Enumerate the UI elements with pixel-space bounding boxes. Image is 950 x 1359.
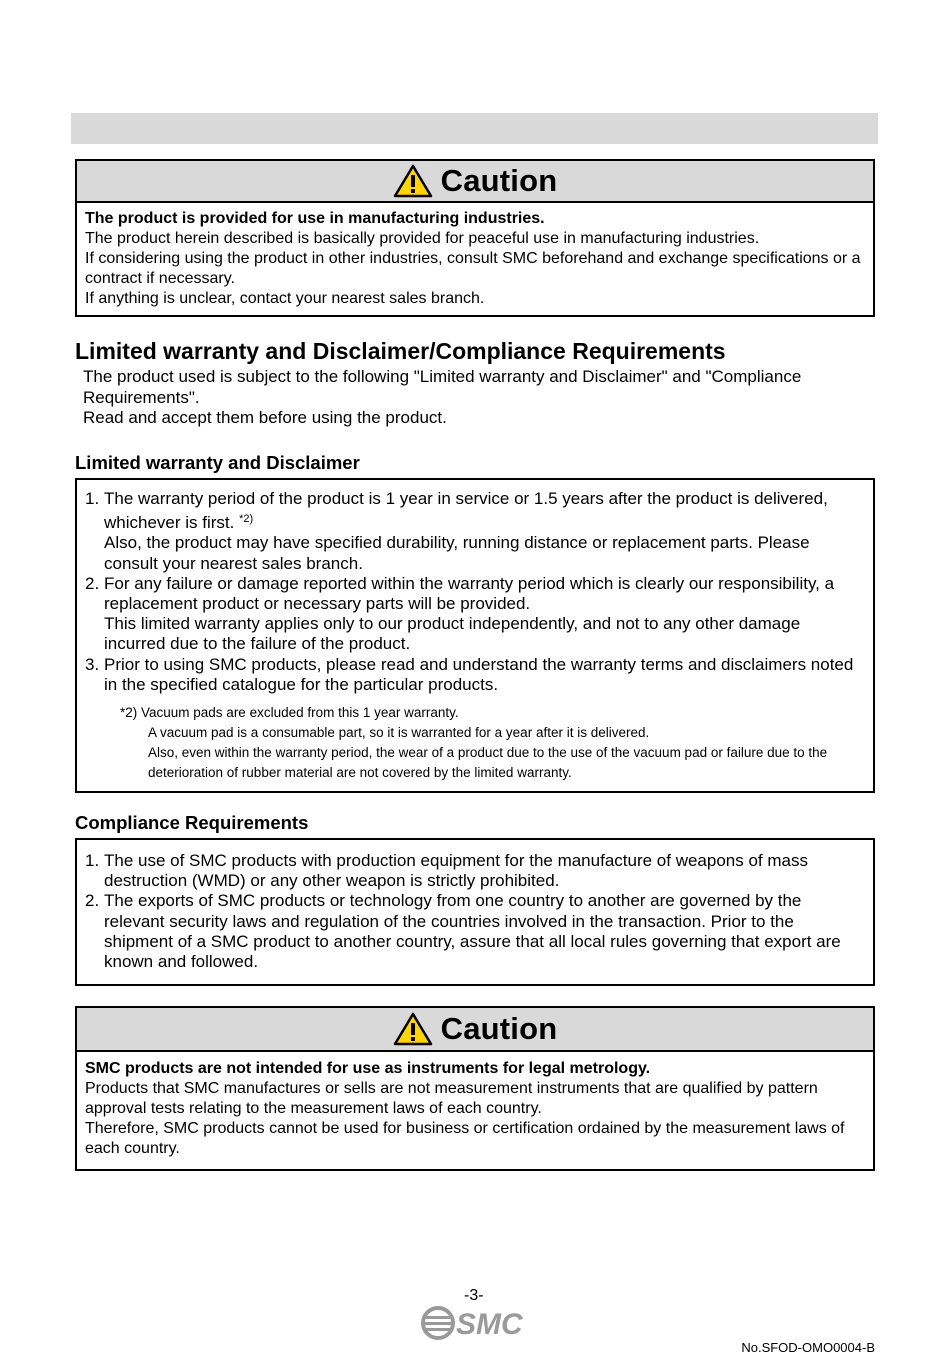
caution-line: Products that SMC manufactures or sells are not measurement instruments that are qualified by pattern approval tests relating to the measurement laws of each country. [85, 1080, 818, 1117]
item-text: The warranty period of the product is 1 year in service or 1.5 years after the product is delivered, whichever is first. [104, 489, 828, 533]
caution-title: Caution [440, 163, 558, 198]
item-text: The use of SMC products with production equipment for the manufacture of weapons of mass destruction (WMD) or any other weapon is strictly prohibited. [104, 851, 808, 891]
compliance-box [75, 838, 875, 986]
item-text: The exports of SMC products or technology from one country to another are governed by the relevant security laws and regulation of the countries involved in the transaction. Prior to the shipment of a SMC product to another country, assure that all local rules governing that export are known and followed. [104, 891, 841, 972]
page-number: -3- [464, 1287, 484, 1304]
caution-box-metrology [75, 1006, 875, 1171]
item-number: 1. [85, 851, 100, 870]
header-bar [71, 113, 878, 144]
warning-triangle-icon [393, 164, 433, 198]
item-number: 2. [85, 573, 100, 593]
list-item [85, 851, 865, 891]
footnote-line: *2) Vacuum pads are excluded from this 1 year warranty. [120, 705, 459, 721]
footnote-ref: *2) [239, 513, 254, 526]
caution-line: The product herein described is basically provided for peaceful use in manufacturing industries. [85, 230, 760, 247]
item-number: 3. [85, 654, 100, 674]
item-number: 1. [85, 489, 100, 508]
list-item [85, 574, 865, 655]
intro-line: Read and accept them before using the product. [83, 408, 447, 427]
list-item [85, 655, 865, 695]
compliance-title: Compliance Requirements [75, 812, 309, 833]
list-item [85, 489, 865, 574]
caution-line: If anything is unclear, contact your nearest sales branch. [85, 290, 485, 307]
intro-line: The product used is subject to the following "Limited warranty and Disclaimer" and "Compliance Requirements". [83, 367, 802, 407]
caution-title: Caution [440, 1011, 558, 1046]
item-continuation: This limited warranty applies only to our product independently, and not to any other damage incurred due to the failure of the product. [104, 614, 801, 654]
warranty-footnote [85, 703, 865, 783]
caution-line: Therefore, SMC products cannot be used for business or certification ordained by the measurement laws of each country. [85, 1120, 845, 1157]
warning-triangle-icon [393, 1012, 433, 1046]
item-continuation: Also, the product may have specified durability, running distance or replacement parts. Please consult your nearest sales branch. [104, 533, 810, 573]
caution-header [77, 161, 873, 203]
caution-box-manufacturing [75, 159, 875, 317]
section-intro [83, 367, 883, 429]
item-number: 2. [85, 891, 100, 911]
item-text: For any failure or damage reported within the warranty period which is clearly our responsibility, a replacement product or necessary parts will be provided. [104, 573, 835, 614]
caution-body [77, 1052, 873, 1169]
warranty-box [75, 478, 875, 793]
list-item [85, 891, 865, 972]
smc-logo [420, 1305, 530, 1341]
footnote-line: Also, even within the warranty period, the wear of a product due to the use of the vacuum pad or failure due to the deterioration of rubber material are not covered by the limited warranty. [148, 745, 828, 781]
caution-heading: The product is provided for use in manufacturing industries. [85, 210, 545, 227]
caution-header [77, 1008, 873, 1052]
compliance-list [85, 851, 865, 972]
caution-heading: SMC products are not intended for use as instruments for legal metrology. [85, 1060, 651, 1077]
document-number: No.SFOD-OMO0004-B [741, 1340, 875, 1355]
caution-line: If considering using the product in other industries, consult SMC beforehand and exchange specifications or a contract if necessary. [85, 250, 861, 287]
caution-body [77, 203, 873, 315]
svg-text:SMC: SMC [456, 1308, 523, 1341]
warranty-title: Limited warranty and Disclaimer [75, 452, 360, 473]
section-title: Limited warranty and Disclaimer/Compliance Requirements [75, 338, 726, 364]
item-text: Prior to using SMC products, please read and understand the warranty terms and disclaimers noted in the specified catalogue for the particular products. [104, 654, 854, 694]
warranty-list [85, 489, 865, 695]
footnote-line: A vacuum pad is a consumable part, so it is warranted for a year after it is delivered. [148, 725, 650, 741]
